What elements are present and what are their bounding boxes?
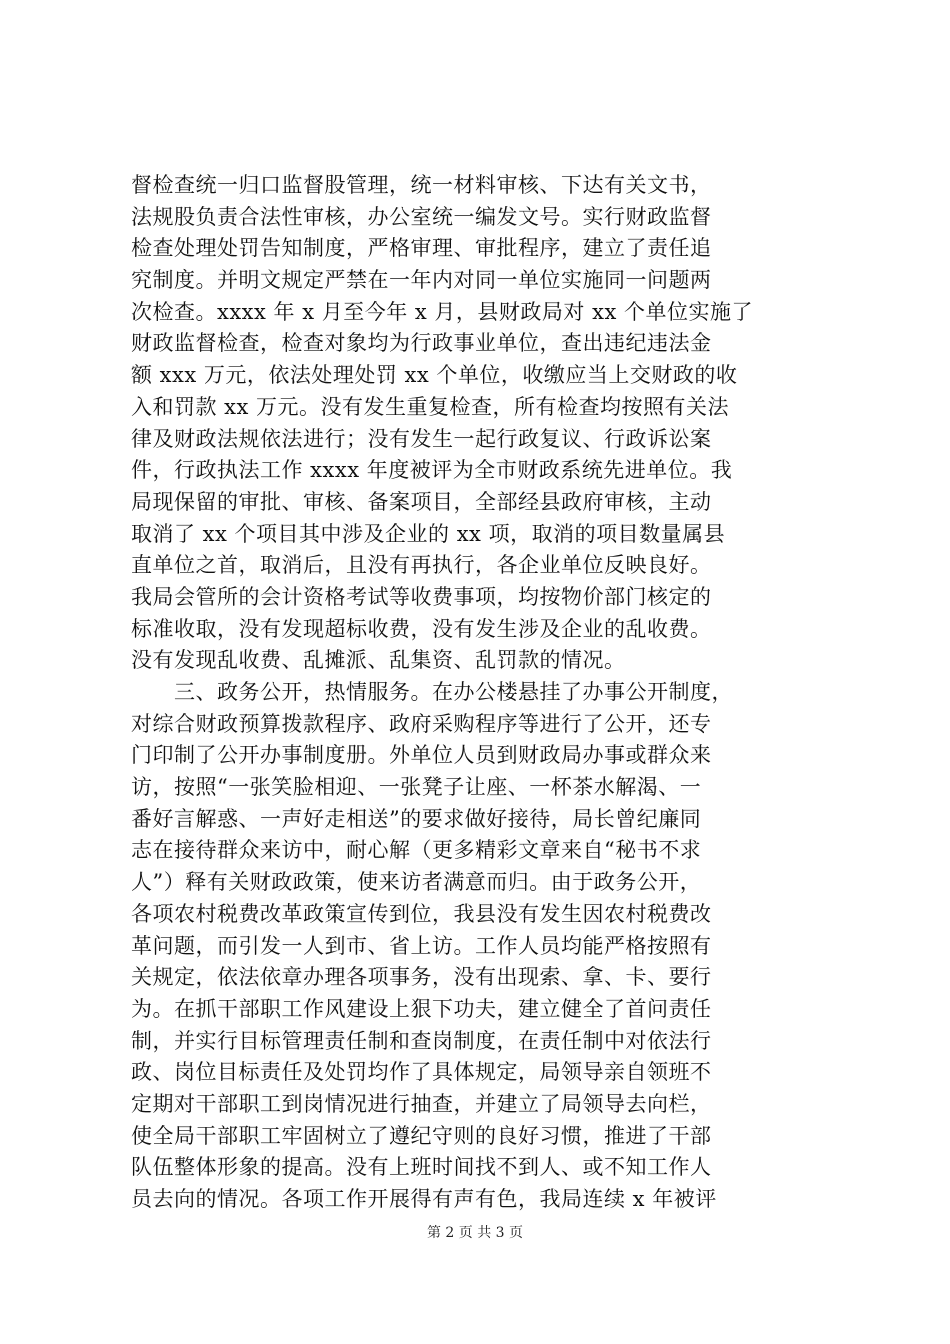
body-text-line: 志在接待群众来访中，耐心解（更多精彩文章来自“秘书不求 — [131, 838, 702, 863]
body-text-line: 检查处理处罚告知制度，严格审理、审批程序，建立了责任追 — [131, 236, 712, 261]
body-text-line: 法规股负责合法性审核，办公室统一编发文号。实行财政监督 — [131, 204, 712, 229]
body-text-line: 督检查统一归口监督股管理，统一材料审核、下达有关文书， — [131, 173, 712, 197]
body-text-line: 入和罚款 xx 万元。没有发生重复检查，所有检查均按照有关法 — [131, 394, 730, 419]
body-text-line: 各项农村税费改革政策宣传到位，我县没有发生因农村税费改 — [131, 901, 712, 926]
body-text-line: 次检查。xxxx 年 x 月至今年 x 月，县财政局对 xx 个单位实施了 — [131, 299, 753, 324]
body-text-line: 制，并实行目标管理责任制和查岗制度，在责任制中对依法行 — [131, 1028, 712, 1053]
page-footer: 第 2 页 共 3 页 — [426, 1225, 524, 1241]
body-text-line: 门印制了公开办事制度册。外单位人员到财政局办事或群众来 — [131, 743, 712, 768]
body-text-line: 取消了 xx 个项目其中涉及企业的 xx 项，取消的项目数量属县 — [131, 521, 726, 546]
body-text-line: 人”）释有关财政政策，使来访者满意而归。由于政务公开， — [131, 870, 702, 895]
body-text-line: 为。在抓干部职工作风建设上狠下功夫，建立健全了首问责任 — [131, 996, 712, 1021]
body-text-line: 队伍整体形象的提高。没有上班时间找不到人、或不知工作人 — [131, 1155, 712, 1180]
body-text-line: 没有发现乱收费、乱摊派、乱集资、乱罚款的情况。 — [131, 648, 626, 673]
body-text-line: 使全局干部职工牢固树立了遵纪守则的良好习惯，推进了干部 — [131, 1123, 712, 1148]
body-text-line: 访，按照“一张笑脸相迎、一张凳子让座、一杯茶水解渴、一 — [131, 775, 702, 800]
body-text-line: 革问题，而引发一人到市、省上访。工作人员均能严格按照有 — [131, 933, 712, 958]
body-text-line: 三、政务公开，热情服务。在办公楼悬挂了办事公开制度， — [131, 680, 733, 704]
body-text-line: 关规定，依法依章办理各项事务，没有出现索、拿、卡、要行 — [131, 965, 712, 990]
body-text-line: 额 xxx 万元，依法处理处罚 xx 个单位，收缴应当上交财政的收 — [131, 363, 738, 388]
body-text-line: 番好言解惑、一声好走相送”的要求做好接待，局长曾纪廉同 — [131, 806, 702, 831]
body-text-line: 究制度。并明文规定严禁在一年内对同一单位实施同一问题两 — [131, 268, 712, 293]
body-text-line: 局现保留的审批、审核、备案项目，全部经县政府审核，主动 — [131, 489, 712, 514]
body-text-line: 标准收取，没有发现超标收费，没有发生涉及企业的乱收费。 — [131, 616, 712, 641]
body-text-line: 员去向的情况。各项工作开展得有声有色，我局连续 x 年被评 — [131, 1187, 717, 1211]
body-text-line: 我局会管所的会计资格考试等收费事项，均按物价部门核定的 — [131, 584, 712, 609]
body-text-line: 律及财政法规依法进行；没有发生一起行政复议、行政诉讼案 — [131, 426, 712, 451]
body-text-line: 定期对干部职工到岗情况进行抽查，并建立了局领导去向栏， — [131, 1091, 712, 1116]
body-text-line: 政、岗位目标责任及处罚均作了具体规定，局领导亲自领班不 — [131, 1060, 712, 1085]
document-body — [131, 170, 831, 1216]
body-text-line: 对综合财政预算拨款程序、政府采购程序等进行了公开，还专 — [131, 711, 712, 736]
body-text-line: 直单位之首，取消后，且没有再执行，各企业单位反映良好。 — [131, 553, 712, 578]
body-text-line: 财政监督检查，检查对象均为行政事业单位，查出违纪违法金 — [131, 331, 712, 356]
body-text-line: 件，行政执法工作 xxxx 年度被评为全市财政系统先进单位。我 — [131, 458, 733, 483]
